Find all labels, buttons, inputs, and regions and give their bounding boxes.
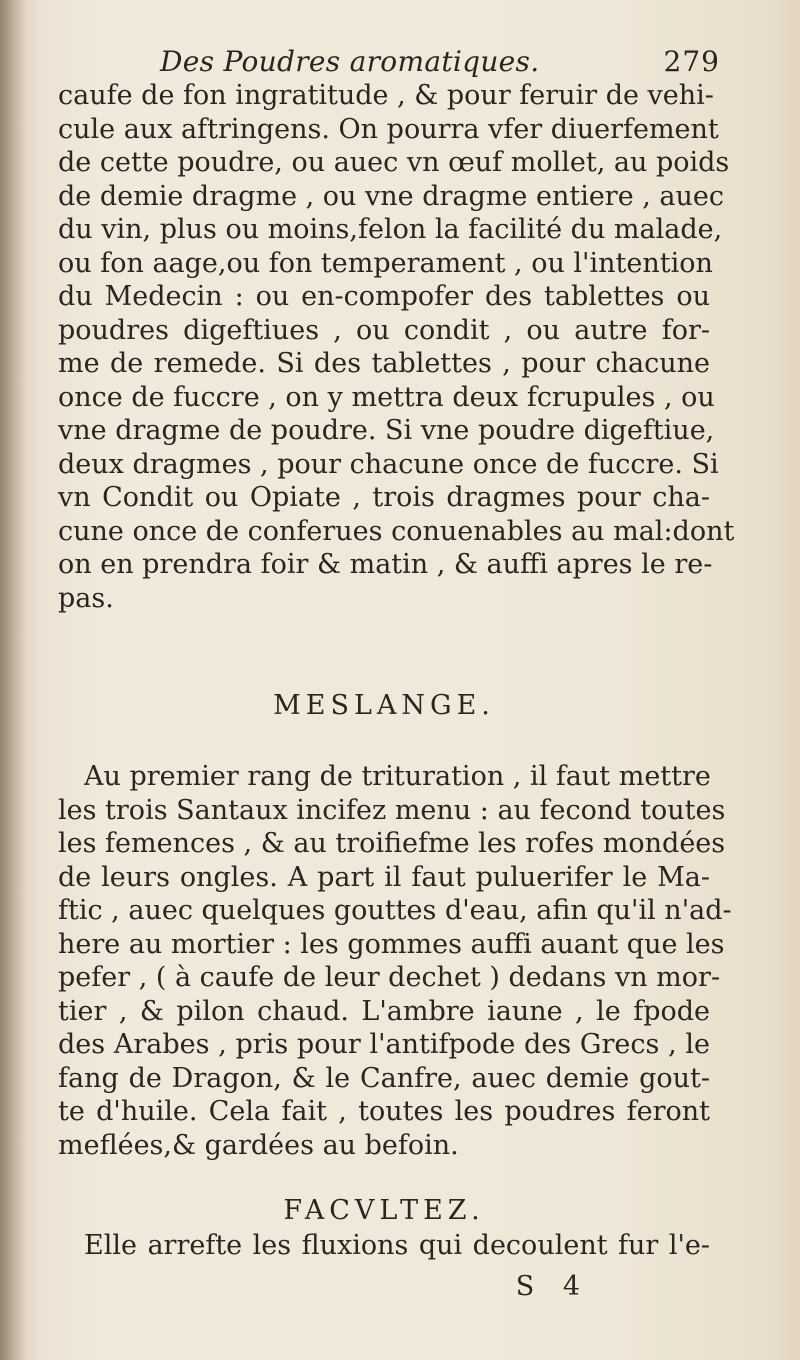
text-line: ou fon aage,ou fon temperament , ou l'intention — [58, 247, 713, 279]
catchword: S 4 — [515, 1271, 590, 1302]
running-head — [160, 42, 720, 82]
text-line: on en prendra foir & matin , & auffi apres le re- — [58, 549, 713, 580]
section-heading-facultez: FACVLTEZ. — [283, 1195, 485, 1226]
text-line: les femences , & au troifiefme les rofes mondées — [58, 828, 726, 859]
text-line: vn Condit ou Opiate , trois dragmes pour cha- — [58, 482, 710, 513]
text-line: de demie dragme , ou vne dragme entiere , auec — [58, 180, 725, 212]
section-heading-meslange: MESLANGE. — [273, 690, 495, 721]
text-line: fang de Dragon, & le Canfre, auec demie gout- — [58, 1062, 710, 1094]
text-line: here au mortier : les gommes auffi auant que les — [58, 928, 725, 960]
paragraph-preparation — [58, 79, 735, 615]
text-line: de leurs ongles. A part il faut puluerifer le Ma- — [58, 861, 710, 893]
paragraph-facultez — [58, 1229, 710, 1263]
text-line: pefer , ( à caufe de leur dechet ) dedans vn mor- — [58, 962, 721, 993]
text-line: deux dragmes , pour chacune once de fuccre. Si — [58, 448, 719, 480]
text-line: te d'huile. Cela fait , toutes les poudres feront — [58, 1096, 710, 1127]
text-line: pas. — [58, 582, 114, 614]
text-line: Elle arrefte les fluxions qui decoulent fur l'e- — [84, 1230, 710, 1261]
text-line: du Medecin : ou en-compofer des tablettes ou — [58, 281, 710, 312]
text-line: de cette poudre, ou auec vn œuf mollet, au poids — [58, 147, 730, 178]
paragraph-meslange — [58, 760, 732, 1162]
page-number: 279 — [663, 45, 720, 78]
text-line: vne dragme de poudre. Si vne poudre digeftiue, — [58, 415, 715, 446]
text-line: me de remede. Si des tablettes , pour chacune — [58, 348, 710, 379]
text-line: cune once de conferues conuenables au mal:dont — [58, 515, 735, 547]
text-line: cule aux aftringens. On pourra vfer diuerfement — [58, 113, 719, 145]
text-line: Au premier rang de trituration , il faut mettre — [84, 761, 711, 792]
text-line: poudres digeftiues , ou condit , ou autre for- — [58, 314, 710, 346]
text-line: ftic , auec quelques gouttes d'eau, afin qu'il n'ad- — [58, 895, 732, 926]
text-line: des Arabes , pris pour l'antifpode des Grecs , le — [58, 1029, 710, 1060]
text-line: caufe de fon ingratitude , & pour feruir de vehi- — [58, 80, 714, 111]
page-gutter-shadow — [0, 0, 26, 1360]
text-line: les trois Santaux incifez menu : au fecond toutes — [58, 794, 726, 826]
text-line: once de fuccre , on y mettra deux fcrupules , ou — [58, 381, 715, 413]
text-line: meflées,& gardées au befoin. — [58, 1129, 459, 1161]
text-line: du vin, plus ou moins,felon la facilité du malade, — [58, 214, 723, 245]
text-line: tier , & pilon chaud. L'ambre iaune , le fpode — [58, 995, 710, 1027]
running-title: Des Poudres aromatiques. — [160, 45, 540, 78]
